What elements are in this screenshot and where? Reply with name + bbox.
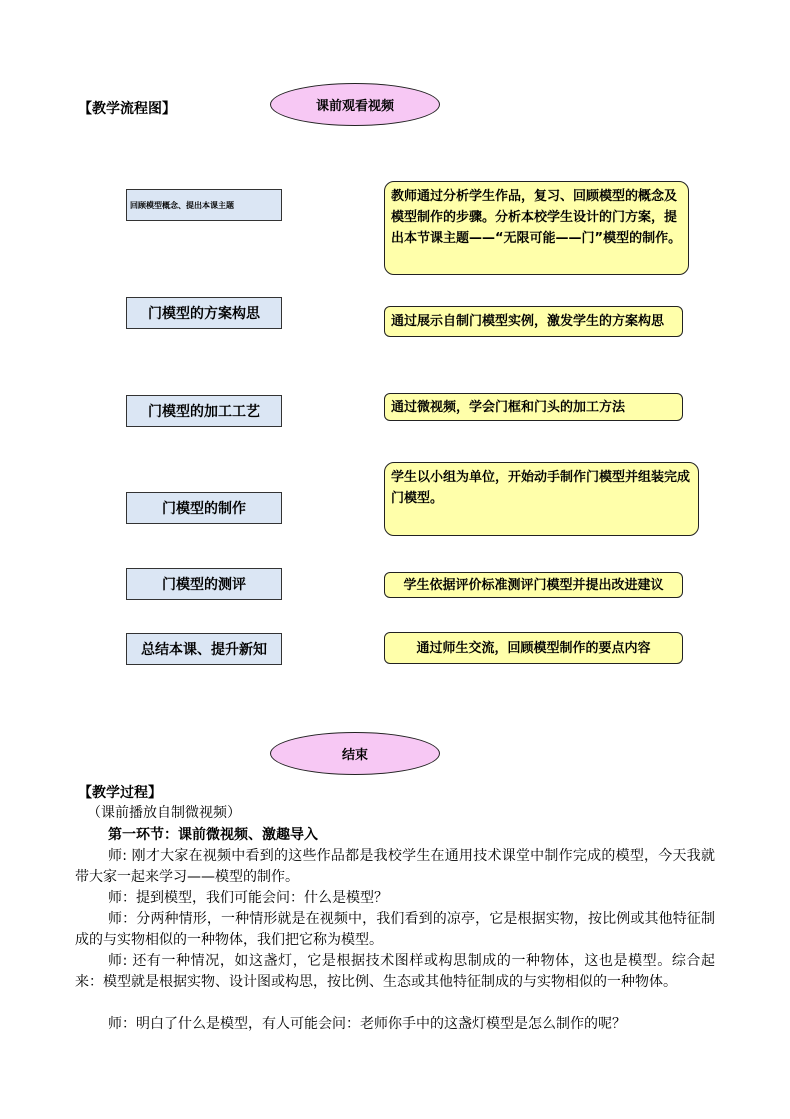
step-box-process: 门模型的加工工艺	[126, 395, 282, 427]
paragraph-5: 师：明白了什么是模型，有人可能会问：老师你手中的这盏灯模型是怎么制作的呢？	[108, 1016, 626, 1032]
note-process: 通过微视频，学会门框和门头的加工方法	[384, 393, 683, 421]
step-box-make: 门模型的制作	[126, 492, 282, 524]
paragraph-1: 师: 刚才大家在视频中看到的这些作品都是我校学生在通用技术课堂中制作完成的模型，今天我就带大家一起来学习——模型的制作。	[75, 848, 715, 885]
step-box-review: 回顾模型概念、提出本课主题	[126, 189, 282, 221]
note-make: 学生以小组为单位，开始动手制作门模型并组装完成门模型。	[384, 462, 699, 536]
step-box-design: 门模型的方案构思	[126, 297, 282, 329]
paragraph-2: 师：提到模型，我们可能会问：什么是模型？	[108, 890, 388, 906]
process-heading: 【教学过程】	[78, 785, 162, 801]
section1-title: 第一环节：课前微视频、激趣导入	[108, 827, 318, 843]
start-oval: 课前观看视频	[270, 83, 440, 126]
step-box-summary: 总结本课、提升新知	[126, 633, 282, 665]
note-evaluate: 学生依据评价标准测评门模型并提出改进建议	[384, 572, 683, 598]
note-summary: 通过师生交流，回顾模型制作的要点内容	[384, 632, 683, 664]
note-design: 通过展示自制门模型实例，激发学生的方案构思	[384, 306, 683, 337]
paragraph-3: 师：分两种情形，一种情形就是在视频中，我们看到的凉亭，它是根据实物，按比例或其他特征制成的与实物相似的一种物体，我们把它称为模型。	[75, 911, 715, 948]
flowchart-heading: 【教学流程图】	[78, 101, 176, 117]
note-review: 教师通过分析学生作品，复习、回顾模型的概念及模型制作的步骤。分析本校学生设计的门方案，提出本节课主题——“无限可能——门”模型的制作。	[384, 181, 689, 275]
paragraph-4: 师: 还有一种情况，如这盏灯，它是根据技术图样或构思制成的一种物体，这也是模型。综合起来：模型就是根据实物、设计图或构思，按比例、生态或其他特征制成的与实物相似的一种物体。	[75, 953, 715, 990]
process-intro: （课前播放自制微视频）	[87, 805, 241, 821]
step-box-evaluate: 门模型的测评	[126, 568, 282, 600]
end-oval: 结束	[270, 732, 440, 775]
